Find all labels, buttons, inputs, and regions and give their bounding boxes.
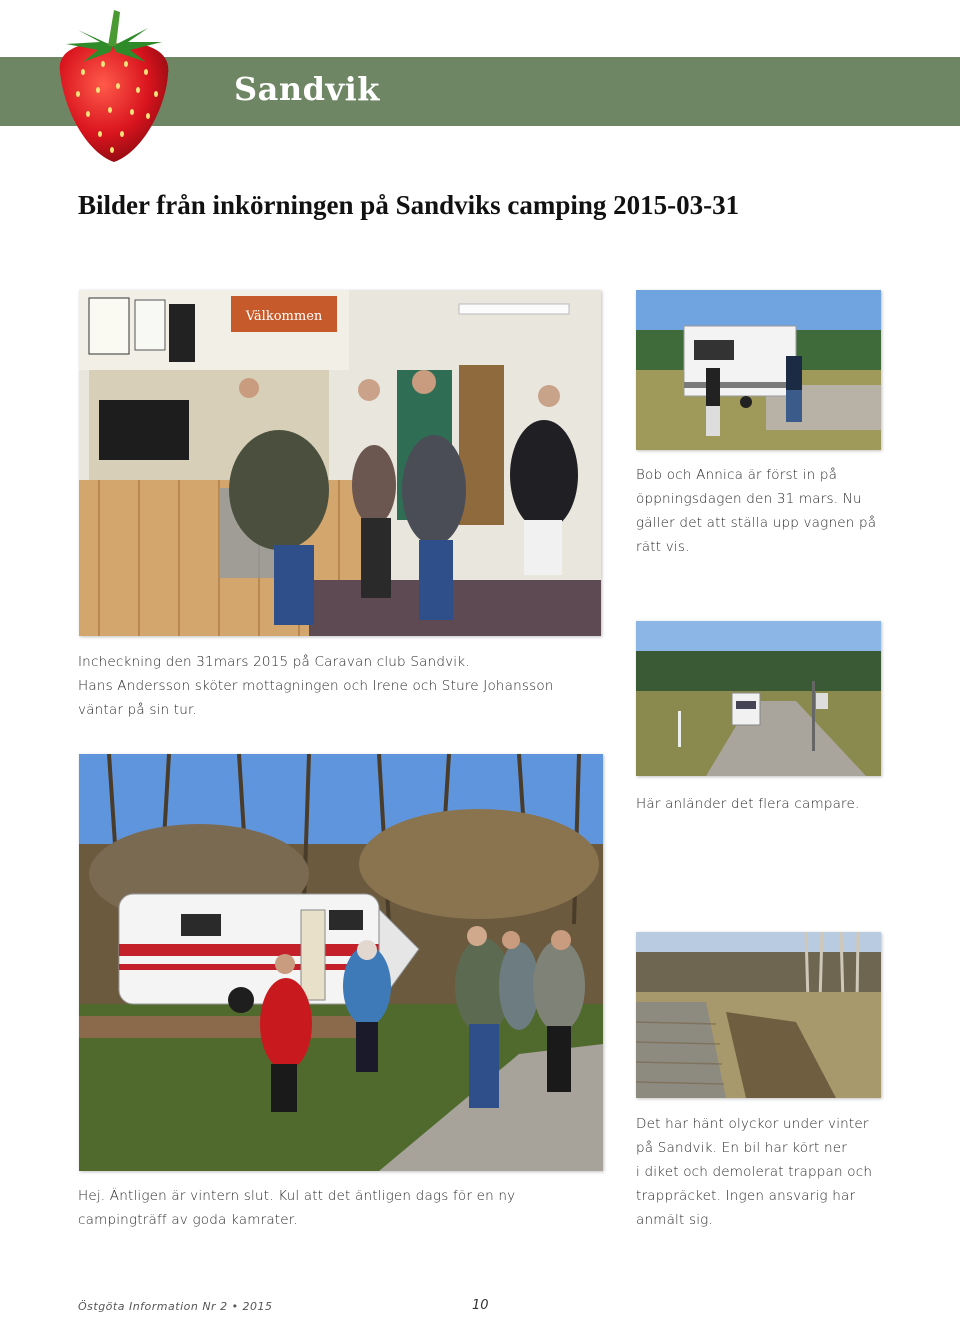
- caption-line: Incheckning den 31mars 2015 på Caravan club Sandvik.: [78, 654, 470, 670]
- ditch-caption: [636, 1112, 936, 1232]
- caravan-setup-caption: [636, 463, 916, 559]
- caption-line: i diket och demolerat trappan och: [636, 1164, 873, 1180]
- page-heading: Bilder från inkörningen på Sandviks camping 2015-03-31: [78, 190, 740, 220]
- section-title: Sandvik: [234, 70, 380, 108]
- strawberry-icon: [48, 2, 178, 167]
- caption-line: campingträff av goda kamrater.: [78, 1212, 298, 1228]
- caption-line: på Sandvik. En bil har kört ner: [636, 1140, 847, 1156]
- caption-line: Här anländer det flera campare.: [636, 796, 860, 812]
- caption-line: Det har hänt olyckor under vinter: [636, 1116, 869, 1132]
- caption-line: Hej. Äntligen är vintern slut. Kul att det äntligen dags för en ny: [78, 1188, 516, 1204]
- caravan-setup-photo: [636, 290, 881, 450]
- caption-line: väntar på sin tur.: [78, 702, 198, 718]
- caption-line: anmält sig.: [636, 1212, 713, 1228]
- caption-line: gäller det att ställa upp vagnen på: [636, 515, 877, 531]
- page-number: 10: [472, 1298, 489, 1313]
- caption-line: trappräcket. Ingen ansvarig har: [636, 1188, 856, 1204]
- arrival-road-caption: [636, 792, 916, 816]
- caption-line: Hans Andersson sköter mottagningen och Irene och Sture Johansson: [78, 678, 554, 694]
- ditch-photo: [636, 932, 881, 1098]
- arrival-road-photo: [636, 621, 881, 776]
- caption-line: rätt vis.: [636, 539, 690, 555]
- welcome-sign: Välkommen: [245, 309, 323, 324]
- group-caravan-caption: [78, 1184, 618, 1232]
- reception-caption: [78, 650, 608, 722]
- group-caravan-photo: [79, 754, 603, 1171]
- publication-footer: Östgöta Information Nr 2 • 2015: [78, 1300, 273, 1313]
- caption-line: öppningsdagen den 31 mars. Nu: [636, 491, 862, 507]
- reception-photo: [79, 290, 601, 636]
- caption-line: Bob och Annica är först in på: [636, 467, 838, 483]
